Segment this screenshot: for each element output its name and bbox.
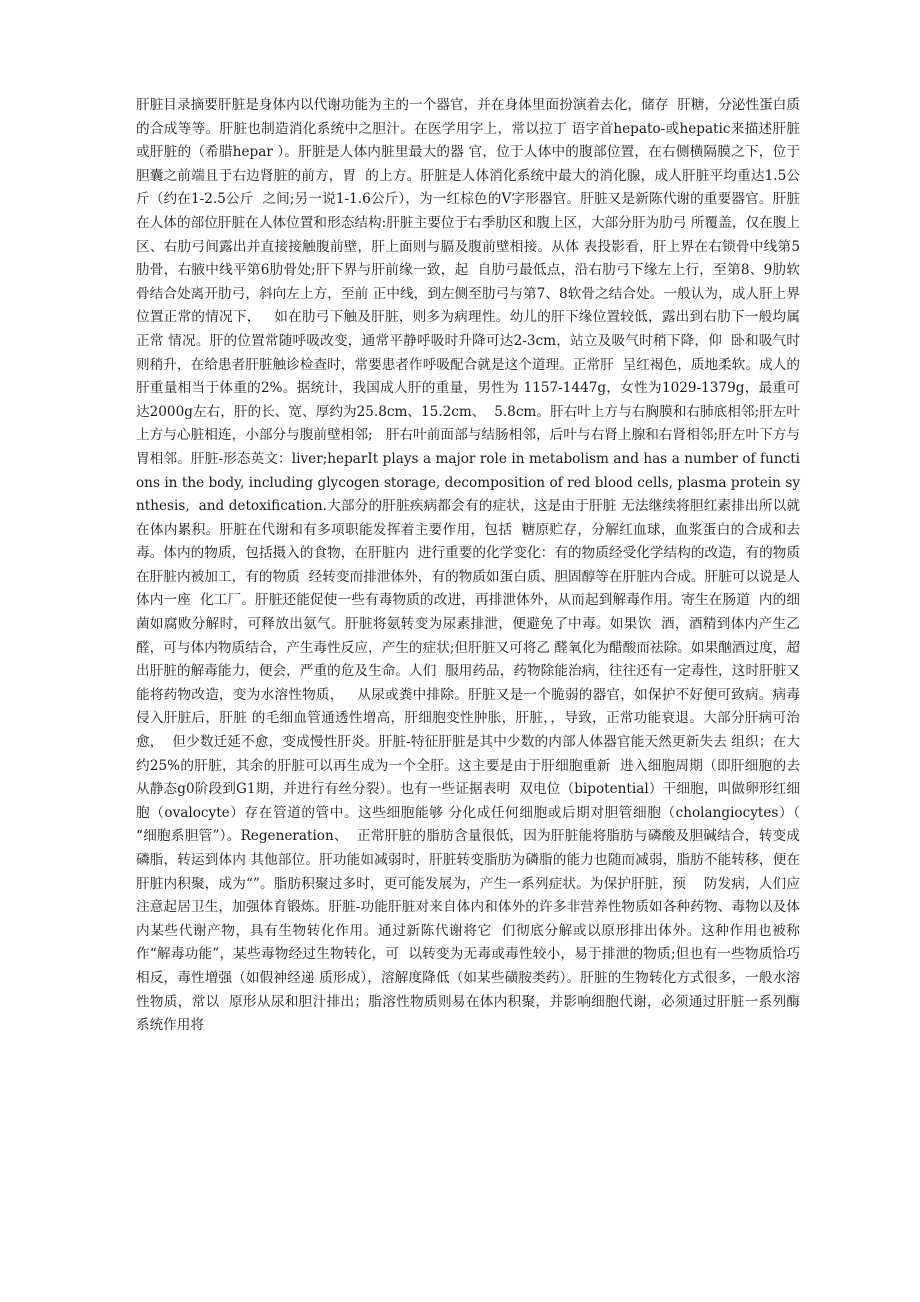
body-paragraph: 肝脏目录摘要肝脏是身体内以代谢功能为主的一个器官，并在身体里面扮演着去化，储存 肝糖，分泌性蛋白质的合成等等。肝脏也制造消化系统中之胆汁。在医学用字上，常以拉丁 语字首hepato-或hepatic来描述肝脏或肝脏的（希腊hepar ）。肝脏是人体内脏里最大的器 官，位于人体中的腹部位置，在右侧横隔膜之下，位于胆囊之前端且于右边肾脏的前方，胃 的上方。肝脏是人体消化系统中最大的消化腺，成人肝脏平均重达1.5公斤（约在1-2.5公斤 之间;另一说1-1.6公斤），为一红棕色的V字形器官。肝脏又是新陈代谢的重要器官。肝脏 在人体的部位肝脏在人体位置和形态结构:肝脏主要位于右季肋区和腹上区，大部分肝为肋弓 所覆盖，仅在腹上区、右肋弓间露出并直接接触腹前壁，肝上面则与膈及腹前壁相接。从体 表投影看，肝上界在右锁骨中线第5肋骨，右腋中线平第6肋骨处;肝下界与肝前缘一致，起 自肋弓最低点，沿右肋弓下缘左上行，至第8、9肋软骨结合处离开肋弓，斜向左上方，至前 正中线，到左侧至肋弓与第7、8软骨之结合处。一般认为，成人肝上界位置正常的情况下， 如在肋弓下触及肝脏，则多为病理性。幼儿的肝下缘位置较低，露出到右肋下一般均属正常 情况。肝的位置常随呼吸改变，通常平静呼吸时升降可达2-3cm，站立及吸气时稍下降，仰 卧和吸气时则稍升，在给患者肝脏触诊检查时，常要患者作呼吸配合就是这个道理。正常肝 呈红褐色，质地柔软。成人的肝重量相当于体重的2%。据统计，我国成人肝的重量，男性为 1157-1447g，女性为1029-1379g，最重可达2000g左右，肝的长、宽、厚约为25.8cm、15.2cm、 5.8cm。肝右叶上方与右胸膜和右肺底相邻;肝左叶上方与心脏相连，小部分与腹前壁相邻; 肝右叶前面部与结肠相邻，后叶与右肾上腺和右肾相邻;肝左叶下方与胃相邻。肝脏-形态英文：liver;heparIt plays a major role in metabolism and has a number of functions in the body, including glycogen storage, decomposition of red blood cells, plasma protein synthesis, and detoxification.大部分的肝脏疾病都会有的症状，这是由于肝脏 无法继续将胆红素排出所以就在体内累积。肝脏在代谢和有多项职能发挥着主要作用，包括 糖原贮存，分解红血球，血浆蛋白的合成和去毒。体内的物质，包括摄入的食物，在肝脏内 进行重要的化学变化：有的物质经受化学结构的改造，有的物质在肝脏内被加工，有的物质 经转变而排泄体外，有的物质如蛋白质、胆固醇等在肝脏内合成。肝脏可以说是人体内一座 化工厂。肝脏还能促使一些有毒物质的改进，再排泄体外，从而起到解毒作用。寄生在肠道 内的细菌如腐败分解时，可释放出氨气。肝脏将氨转变为尿素排泄，便避免了中毒。如果饮 酒，酒精到体内产生乙醛，可与体内物质结合，产生毒性反应，产生的症状;但肝脏又可将乙 醛氧化为醋酸而祛除。如果酗酒过度，超出肝脏的解毒能力，便会，严重的危及生命。人们 服用药品，药物除能治病，往往还有一定毒性，这时肝脏又能将药物改造，变为水溶性物质， 从尿或粪中排除。肝脏又是一个脆弱的器官，如保护不好便可致病。病毒侵入肝脏后，肝脏 的毛细血管通透性增高，肝细胞变性肿胀，肝脏，，导致，正常功能衰退。大部分肝病可治愈， 但少数迁延不愈，变成慢性肝炎。肝脏-特征肝脏是其中少数的内部人体器官能天然更新失去 组织；在大约25%的肝脏，其余的肝脏可以再生成为一个全肝。这主要是由于肝细胞重新 进入细胞周期（即肝细胞的去从静态g0阶段到G1期，并进行有丝分裂）。也有一些证据表明 双电位（bipotential）干细胞，叫做卵形红细胞（ovalocyte）存在管道的管中。这些细胞能够 分化成任何细胞或后期对胆管细胞（cholangiocytes）（ “细胞系胆管”）。Regeneration、 正常肝脏的脂肪含量很低，因为肝脏能将脂肪与磷酸及胆碱结合，转变成磷脂，转运到体内 其他部位。肝功能如减弱时，肝脏转变脂肪为磷脂的能力也随而减弱，脂肪不能转移，便在 肝脏内积聚，成为“”。脂肪积聚过多时，更可能发展为，产生一系列症状。为保护肝脏，预 防发病，人们应注意起居卫生，加强体育锻炼。肝脏-功能肝脏对来自体内和体外的许多非营养性物质如各种药物、毒物以及体内某些代谢产物，具有生物转化作用。通过新陈代谢将它 们彻底分解或以原形排出体外。这种作用也被称作“解毒功能”，某些毒物经过生物转化，可 以转变为无毒或毒性较小，易于排泄的物质;但也有一些物质恰巧相反，毒性增强（如假神经递 质形成），溶解度降低（如某些磺胺类药）。肝脏的生物转化方式很多，一般水溶性物质，常以 原形从尿和胆汁排出；脂溶性物质则易在体内积聚，并影响细胞代谢，必须通过肝脏一系列酶 系统作用将 xyxy=(136,97,809,1034)
document-page xyxy=(136,94,809,1038)
